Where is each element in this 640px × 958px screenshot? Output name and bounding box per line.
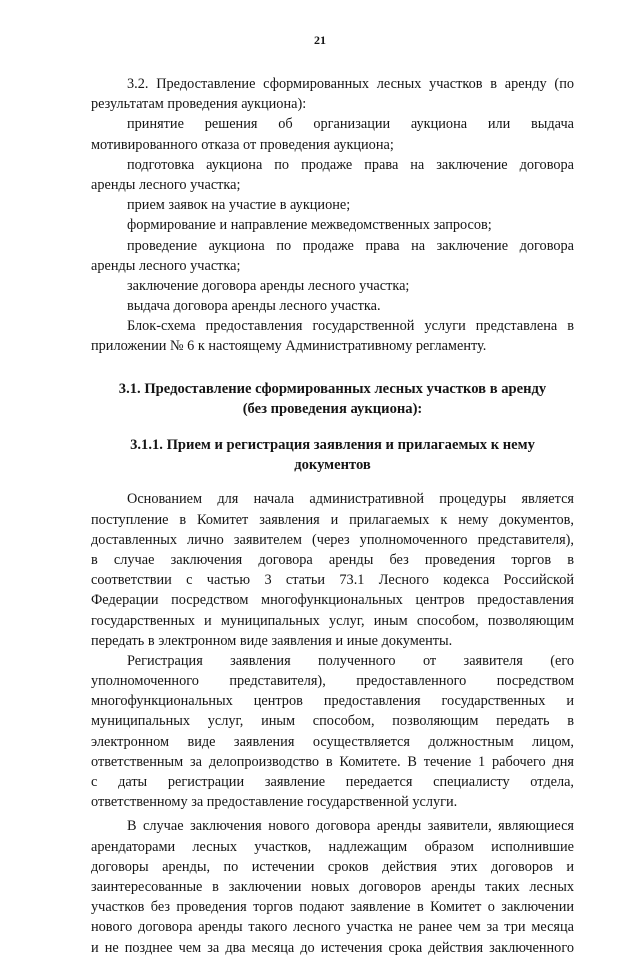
heading-line: 3.1.1. Прием и регистрация заявления и прилагаемых к нему (130, 437, 535, 453)
text-line: государственных и муниципальных услуг, иным способом, позволяющим (91, 612, 574, 629)
text-line: В случае заключения нового договора аренды заявители, являющиеся (127, 818, 574, 835)
text-line: соответствии с частью 3 статьи 73.1 Лесного кодекса Российской (91, 572, 574, 589)
heading-line: документов (294, 457, 371, 474)
text-line: заинтересованные в заключении новых договоров аренды таких лесных (91, 878, 574, 895)
section-3-2 (91, 74, 574, 357)
text-line: Блок-схема предоставления государственной услуги представлена в (127, 318, 574, 335)
text-line: многофункциональных центров предоставления государственных и (91, 693, 574, 710)
text-line: арендаторами лесных участков, надлежащим образом исполнившие (91, 838, 574, 855)
text-line: электронном виде заявления осуществляется должностным лицом, (91, 733, 574, 750)
text-line: принятие решения об организации аукциона или выдача (127, 116, 574, 133)
text-line: уполномоченного представителя), предоставленного посредством (91, 673, 574, 690)
text-line: доставленных лично заявителем (через уполномоченного представителя), (91, 531, 574, 548)
page-number: 21 (314, 33, 326, 47)
text-line: Федерации посредством многофункциональных центров предоставления (91, 592, 574, 609)
heading-line: 3.1. Предоставление сформированных лесных участков в аренду (118, 380, 547, 397)
text-line: прием заявок на участие в аукционе; (127, 197, 351, 214)
text-line: ответственному за предоставление государственной услуги. (91, 794, 458, 811)
text-line: участков без проведения торгов подают заявление в Комитет о заключении (91, 899, 574, 916)
text-line: нового договора аренды такого лесного участка не ранее чем за три месяца (91, 919, 574, 936)
section-heading-3-1-1 (91, 435, 574, 475)
text-line: договоры аренды, по истечении сроков действия этих договоров и (91, 858, 574, 875)
text-line: мотивированного отказа от проведения аукциона; (91, 136, 394, 153)
text-line: приложении № 6 к настоящему Административному регламенту. (91, 338, 487, 355)
paragraph-grounds (91, 489, 574, 651)
document-body (91, 74, 574, 958)
text-line: выдача договора аренды лесного участка. (127, 298, 381, 315)
text-line: в случае заключения договора аренды без проведения торгов в (91, 551, 574, 568)
text-line: поступление в Комитет заявления и прилагаемых к нему документов, (91, 511, 574, 528)
text-line: проведение аукциона по продаже права на заключение договора (127, 237, 574, 254)
text-line: аренды лесного участка; (91, 176, 241, 193)
text-line: заключение договора аренды лесного участка; (127, 277, 410, 294)
text-line: Регистрация заявления полученного от заявителя (его (127, 652, 574, 669)
paragraph-new-lease (91, 816, 574, 957)
text-line: муниципальных услуг, иным способом, позволяющим передать в (91, 713, 574, 730)
text-line: аренды лесного участка; (91, 257, 241, 274)
heading-line: (без проведения аукциона): (242, 400, 423, 417)
text-line: формирование и направление межведомственных запросов; (127, 217, 492, 234)
text-line: с даты регистрации заявление передается специалисту отдела, (91, 774, 574, 790)
text-line: подготовка аукциона по продаже права на заключение договора (127, 156, 574, 173)
text-line: ответственным за делопроизводство в Комитете. В течение 1 рабочего дня (91, 753, 574, 770)
text-line: 3.2. Предоставление сформированных лесных участков в аренду (по (127, 76, 574, 92)
paragraph-registration (91, 651, 574, 813)
text-line: результатам проведения аукциона): (91, 96, 307, 113)
text-line: передать в электронном виде заявления и иные документы. (91, 632, 453, 649)
section-heading-3-1 (91, 379, 574, 419)
text-line: и не позднее чем за два месяца до истечения срока действия заключенного (91, 939, 574, 956)
text-line: Основанием для начала административной процедуры является (127, 491, 574, 508)
